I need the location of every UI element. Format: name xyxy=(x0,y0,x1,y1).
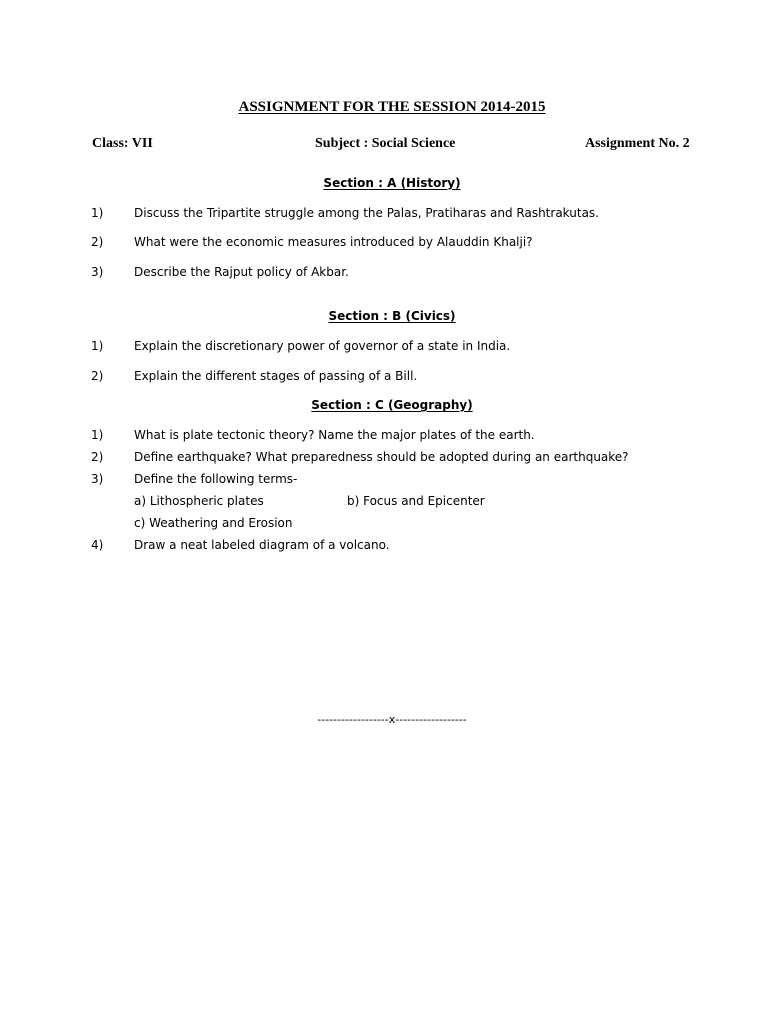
term-focus-epicenter: b) Focus and Epicenter xyxy=(347,494,485,508)
section-heading-geography: Section : C (Geography) xyxy=(311,398,473,412)
question-number: 1) xyxy=(91,428,104,442)
question-text: What is plate tectonic theory? Name the major plates of the earth. xyxy=(134,428,535,442)
term-lithospheric-plates: a) Lithospheric plates xyxy=(134,494,264,508)
question-text: Define the following terms- xyxy=(134,472,298,486)
question-number: 3) xyxy=(91,472,104,486)
question-number: 3) xyxy=(91,265,104,279)
question-text: Explain the discretionary power of governor of a state in India. xyxy=(134,339,511,353)
term-weathering-erosion: c) Weathering and Erosion xyxy=(134,516,293,530)
question-text: What were the economic measures introduced by Alauddin Khalji? xyxy=(134,235,533,249)
question-text: Draw a neat labeled diagram of a volcano. xyxy=(134,538,390,552)
question-text: Describe the Rajput policy of Akbar. xyxy=(134,265,349,279)
question-number: 2) xyxy=(91,450,104,464)
question-number: 1) xyxy=(91,339,104,353)
question-number: 4) xyxy=(91,538,104,552)
question-number: 2) xyxy=(91,235,104,249)
question-number: 1) xyxy=(91,206,104,220)
question-text: Define earthquake? What preparedness should be adopted during an earthquake? xyxy=(134,450,629,464)
end-marker: ------------------x------------------ xyxy=(317,713,467,726)
question-text: Explain the different stages of passing of a Bill. xyxy=(134,369,418,383)
question-number: 2) xyxy=(91,369,104,383)
question-text: Discuss the Tripartite struggle among the Palas, Pratiharas and Rashtrakutas. xyxy=(134,206,599,220)
subject-label: Subject : Social Science xyxy=(315,136,456,151)
page-title: ASSIGNMENT FOR THE SESSION 2014-2015 xyxy=(238,99,546,115)
section-heading-history: Section : A (History) xyxy=(323,176,461,190)
class-label: Class: VII xyxy=(92,136,153,151)
assignment-number-label: Assignment No. 2 xyxy=(585,136,690,151)
section-heading-civics: Section : B (Civics) xyxy=(328,309,456,323)
